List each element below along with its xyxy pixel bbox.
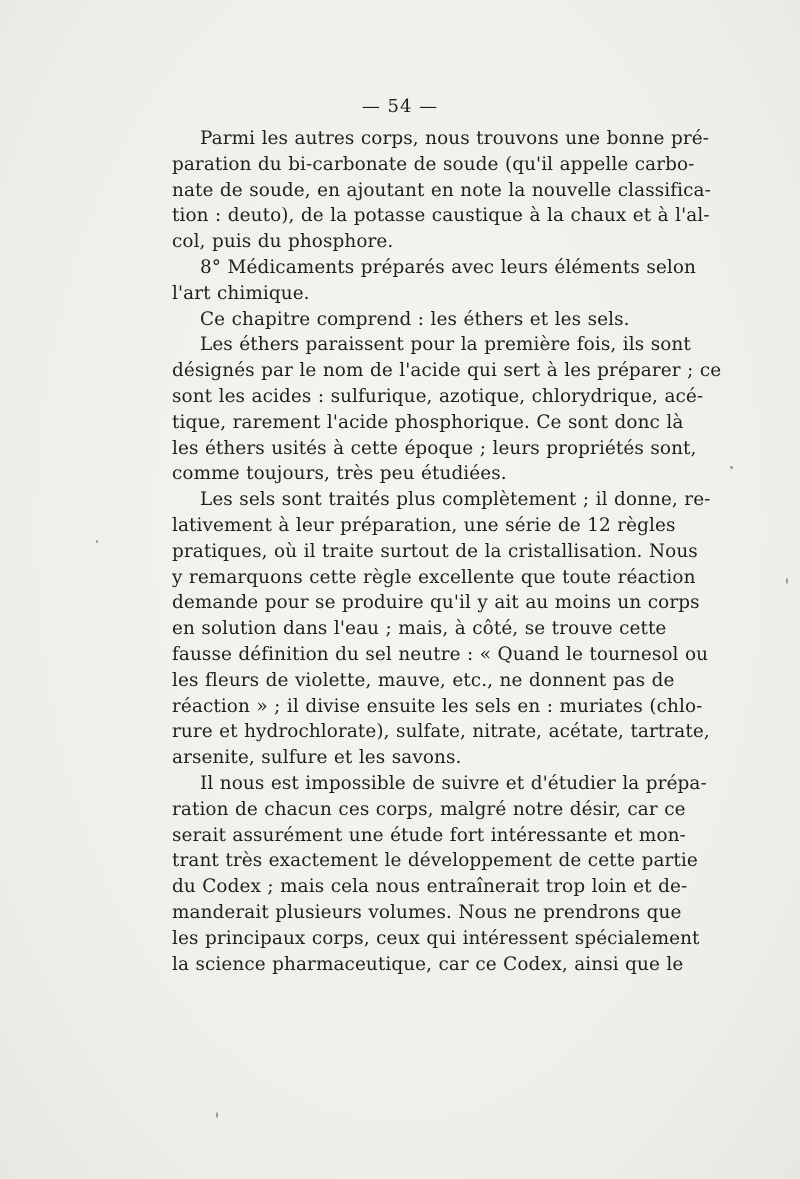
text-line: pratiques, où il traite surtout de la cristallisation. Nous — [172, 540, 698, 562]
text-line: rure et hydrochlorate), sulfate, nitrate, acétate, tartrate, — [172, 721, 710, 743]
text-line: trant très exactement le développement de cette partie — [172, 850, 698, 872]
text-line: Les éthers paraissent pour la première fois, ils sont — [200, 334, 691, 356]
paper-speck — [96, 540, 98, 543]
text-line: l'art chimique. — [172, 282, 310, 304]
text-line: tion : deuto), de la potasse caustique à la chaux et à l'al- — [172, 205, 710, 227]
text-line: serait assurément une étude fort intéressante et mon- — [172, 824, 686, 846]
text-line: fausse définition du sel neutre : « Quand le tournesol ou — [172, 643, 709, 665]
text-line: ration de chacun ces corps, malgré notre désir, car ce — [172, 798, 686, 820]
paper-speck — [786, 578, 788, 584]
text-line: tique, rarement l'acide phosphorique. Ce sont donc là — [172, 411, 684, 433]
text-line: réaction » ; il divise ensuite les sels en : muriates (chlo- — [172, 695, 703, 717]
text-line: arsenite, sulfure et les savons. — [172, 747, 462, 769]
text-line: y remarquons cette règle excellente que toute réaction — [172, 566, 696, 588]
paragraph-6 — [172, 771, 707, 977]
text-line: demande pour se produire qu'il y ait au moins un corps — [172, 592, 700, 614]
text-line: Ce chapitre comprend : les éthers et les sels. — [200, 308, 630, 330]
text-line: en solution dans l'eau ; mais, à côté, se trouve cette — [172, 618, 667, 640]
text-line: comme toujours, très peu étudiées. — [172, 463, 507, 485]
text-line: manderait plusieurs volumes. Nous ne prendrons que — [172, 901, 682, 923]
paragraph-1 — [172, 126, 711, 255]
paragraph-2 — [172, 255, 696, 307]
text-line: lativement à leur préparation, une série de 12 règles — [172, 514, 676, 536]
text-line: Parmi les autres corps, nous trouvons une bonne pré- — [200, 128, 710, 149]
text-line: les principaux corps, ceux qui intéressent spécialement — [172, 927, 700, 949]
text-line: sont les acides : sulfurique, azotique, chlorydrique, acé- — [172, 385, 704, 407]
text-line: du Codex ; mais cela nous entraînerait trop loin et de- — [172, 876, 688, 898]
text-line: la science pharmaceutique, car ce Codex, ainsi que le — [172, 953, 684, 975]
text-line: nate de soude, en ajoutant en note la nouvelle classifica- — [172, 179, 711, 201]
text-line: 8° Médicaments préparés avec leurs éléments selon — [200, 256, 696, 278]
paper-speck — [216, 1112, 218, 1118]
paragraph-4 — [172, 332, 722, 487]
paper-speck — [730, 466, 733, 469]
text-line: les éthers usités à cette époque ; leurs propriétés sont, — [172, 437, 697, 459]
paragraph-5 — [172, 487, 711, 771]
text-line: paration du bi-carbonate de soude (qu'il appelle carbo- — [172, 153, 695, 175]
text-line: col, puis du phosphore. — [172, 231, 394, 253]
body-text — [172, 126, 722, 977]
text-line: désignés par le nom de l'acide qui sert à les préparer ; ce — [172, 360, 722, 382]
page-number: — 54 — — [361, 96, 439, 117]
text-line: les fleurs de violette, mauve, etc., ne donnent pas de — [172, 669, 675, 691]
text-line: Les sels sont traités plus complètement ; il donne, re- — [200, 489, 711, 511]
paragraph-3 — [172, 307, 666, 333]
text-line: Il nous est impossible de suivre et d'étudier la prépa- — [200, 772, 707, 794]
